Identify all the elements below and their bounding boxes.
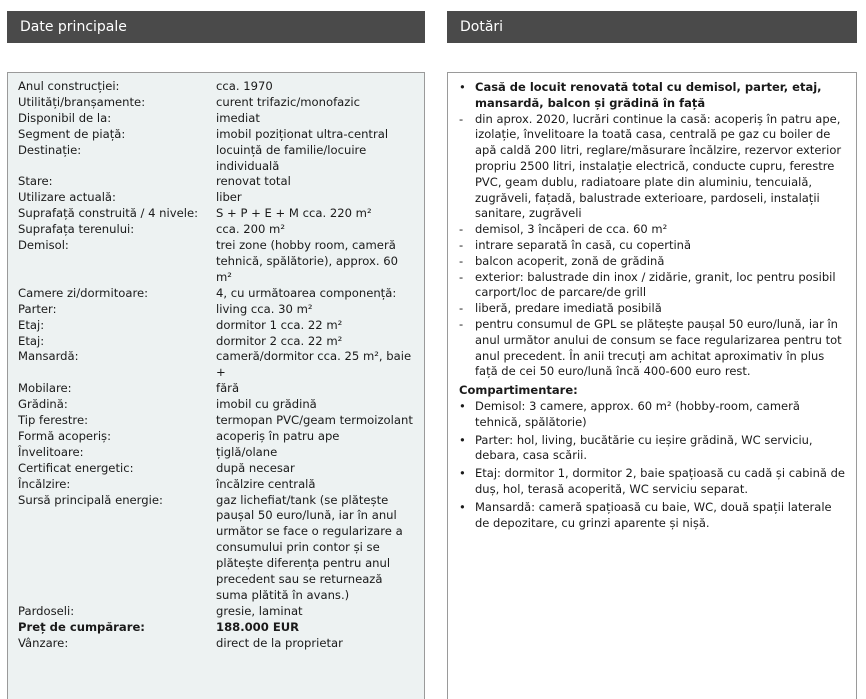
detail-value: imediat [216,110,260,125]
detail-row [18,111,418,127]
detail-label: Anul construcției: [18,79,120,93]
feature-item-text: balcon acoperit, zonă de grădină [475,253,665,268]
detail-row [18,318,418,334]
compartment-item [459,433,847,465]
detail-label: Mansardă: [18,349,79,364]
detail-label: Preț de cumpărare: [18,619,145,634]
detail-value: renovat total [216,174,291,189]
compartment-item [459,399,847,431]
detail-row [18,286,418,302]
feature-item [459,270,847,302]
detail-row [18,302,418,318]
detail-row [18,190,418,206]
detail-value: living cca. 30 m² [216,301,313,316]
detail-row [18,381,418,397]
compartment-item-text: Mansardă: cameră spațioasă cu baie, WC, două spații laterale de depozitare, cu grinzi aparente și nișă. [475,499,832,530]
detail-value: 4, cu următoarea componență: [216,285,397,300]
detail-value: direct de la proprietar [216,635,343,650]
detail-value: gaz lichefiat/tank (se plătește paușal 50 euro/lună, iar în anul următor se face o regularizare a consumului prin contor și se plătește diferența pentru anul precedent sau se returnează suma plătită în avans.) [216,492,403,602]
detail-row [18,349,418,381]
feature-item [459,301,847,317]
detail-label: Formă acoperiș: [18,428,111,443]
detail-row [18,461,418,477]
feature-item [459,238,847,254]
bullet-marker: • [459,432,466,447]
feature-item-text: liberă, predare imediată posibilă [475,301,662,316]
detail-value: cca. 200 m² [216,222,285,237]
detail-row [18,429,418,445]
detail-value: încălzire centrală [216,476,316,491]
detail-row [18,620,418,636]
detail-row [18,413,418,429]
detail-label: Certificat energetic: [18,460,134,475]
feature-item [459,112,847,223]
detail-label: Mobilare: [18,381,72,396]
detail-row [18,238,418,286]
detail-row [18,493,418,604]
dash-marker: - [459,301,464,316]
features-headline-text: Casă de locuit renovată total cu demisol, parter, etaj, mansardă, balcon și grădină în față [475,80,822,110]
bullet-marker: • [459,398,466,413]
detail-label: Vânzare: [18,635,69,650]
dash-marker: - [459,316,464,331]
detail-row [18,604,418,620]
feature-item [459,222,847,238]
dash-marker: - [459,253,464,268]
detail-label: Învelitoare: [18,444,84,459]
detail-label: Încălzire: [18,476,71,491]
detail-row [18,127,418,143]
detail-row [18,334,418,350]
detail-row [18,143,418,175]
feature-item-text: intrare separată în casă, cu copertină [475,237,692,252]
features-panel [447,72,857,699]
features-content [459,80,847,533]
feature-item-text: pentru consumul de GPL se plătește paușal 50 euro/lună, iar în anul următor anului de consum se face regularizarea pentru tot anul precedent. În anii trecuți am achitat aproximativ în plus față de cei 50 euro/lună încă 400-600 euro rest. [475,316,842,379]
detail-value: trei zone (hobby room, cameră tehnică, spălătorie), approx. 60 m² [216,238,398,284]
detail-row [18,445,418,461]
detail-value: termopan PVC/geam termoizolant [216,413,413,428]
section-header-dotari: Dotări [447,11,857,43]
detail-row [18,477,418,493]
detail-label: Sursă principală energie: [18,492,163,507]
detail-label: Suprafața terenului: [18,222,135,237]
detail-value: imobil cu grădină [216,397,317,412]
detail-label: Etaj: [18,317,45,332]
compartments-list [459,399,847,531]
bullet-marker: • [459,80,466,94]
detail-label: Utilități/branșamente: [18,94,146,109]
detail-label: Grădină: [18,397,68,412]
main-details-panel [7,72,425,699]
section-header-date-principale: Date principale [7,11,425,43]
detail-value: dormitor 2 cca. 22 m² [216,333,343,348]
detail-value: 188.000 EUR [216,619,300,634]
detail-label: Disponibil de la: [18,110,112,125]
detail-label: Tip ferestre: [18,413,88,428]
bullet-marker: • [459,499,466,514]
dash-marker: - [459,111,464,126]
detail-row [18,222,418,238]
detail-label: Destinație: [18,142,82,157]
detail-label: Segment de piață: [18,126,126,141]
detail-label: Camere zi/dormitoare: [18,285,148,300]
feature-item-text: demisol, 3 încăperi de cca. 60 m² [475,222,668,237]
detail-value: acoperiș în patru ape [216,428,340,443]
bullet-marker: • [459,466,466,481]
detail-value: cca. 1970 [216,79,273,93]
detail-label: Suprafață construită / 4 nivele: [18,206,199,221]
detail-value: dormitor 1 cca. 22 m² [216,317,343,332]
detail-value: țiglă/olane [216,444,278,459]
detail-value: fără [216,381,240,396]
detail-row [18,636,418,652]
feature-item [459,254,847,270]
detail-value: imobil poziționat ultra-central [216,126,389,141]
detail-value: S + P + E + M cca. 220 m² [216,206,372,221]
detail-label: Demisol: [18,238,69,253]
detail-label: Pardoseli: [18,603,75,618]
detail-label: Etaj: [18,333,45,348]
details-list [18,79,418,652]
feature-item [459,317,847,380]
detail-value: cameră/dormitor cca. 25 m², baie + [216,349,412,380]
detail-value: gresie, laminat [216,603,303,618]
dash-marker: - [459,222,464,237]
compartments-title: Compartimentare: [459,383,578,398]
feature-item-text: din aprox. 2020, lucrări continue la casă: acoperiș în patru ape, izolație, învelitoare la toată casa, centrală pe gaz cu boiler de apă caldă 200 litri, reglare/măsurare încălzire, rezervor exterior propriu 2500 litri, instalație electrică, conducte cupru, ferestre PVC, geam dublu, radiatoare plate din aluminiu, tencuială, zugrăveli, fațadă, balustrade exterioare, pardoseli, instalații sanitare, zugrăveli [475,111,842,221]
detail-row [18,95,418,111]
detail-value: liber [216,190,242,205]
compartment-item-text: Demisol: 3 camere, approx. 60 m² (hobby-room, cameră tehnică, spălătorie) [475,398,800,429]
detail-label: Stare: [18,174,53,189]
compartment-item [459,466,847,498]
detail-label: Parter: [18,301,57,316]
detail-value: locuință de familie/locuire individuală [216,142,367,173]
compartment-item [459,500,847,532]
features-list [459,112,847,381]
detail-row [18,174,418,190]
detail-row [18,79,418,95]
compartment-item-text: Parter: hol, living, bucătărie cu ieșire grădină, WC serviciu, debara, casa scării. [475,432,813,463]
detail-row [18,397,418,413]
feature-item-text: exterior: balustrade din inox / zidărie, granit, loc pentru posibil carport/loc de parcare/de grill [475,269,836,300]
detail-value: curent trifazic/monofazic [216,94,360,109]
detail-row [18,206,418,222]
detail-label: Utilizare actuală: [18,190,116,205]
dash-marker: - [459,269,464,284]
detail-value: după necesar [216,460,295,475]
features-headline [459,80,847,112]
compartment-item-text: Etaj: dormitor 1, dormitor 2, baie spațioasă cu cadă și cabină de duș, hol, terasă acoperită, WC serviciu separat. [475,466,845,496]
dash-marker: - [459,237,464,252]
